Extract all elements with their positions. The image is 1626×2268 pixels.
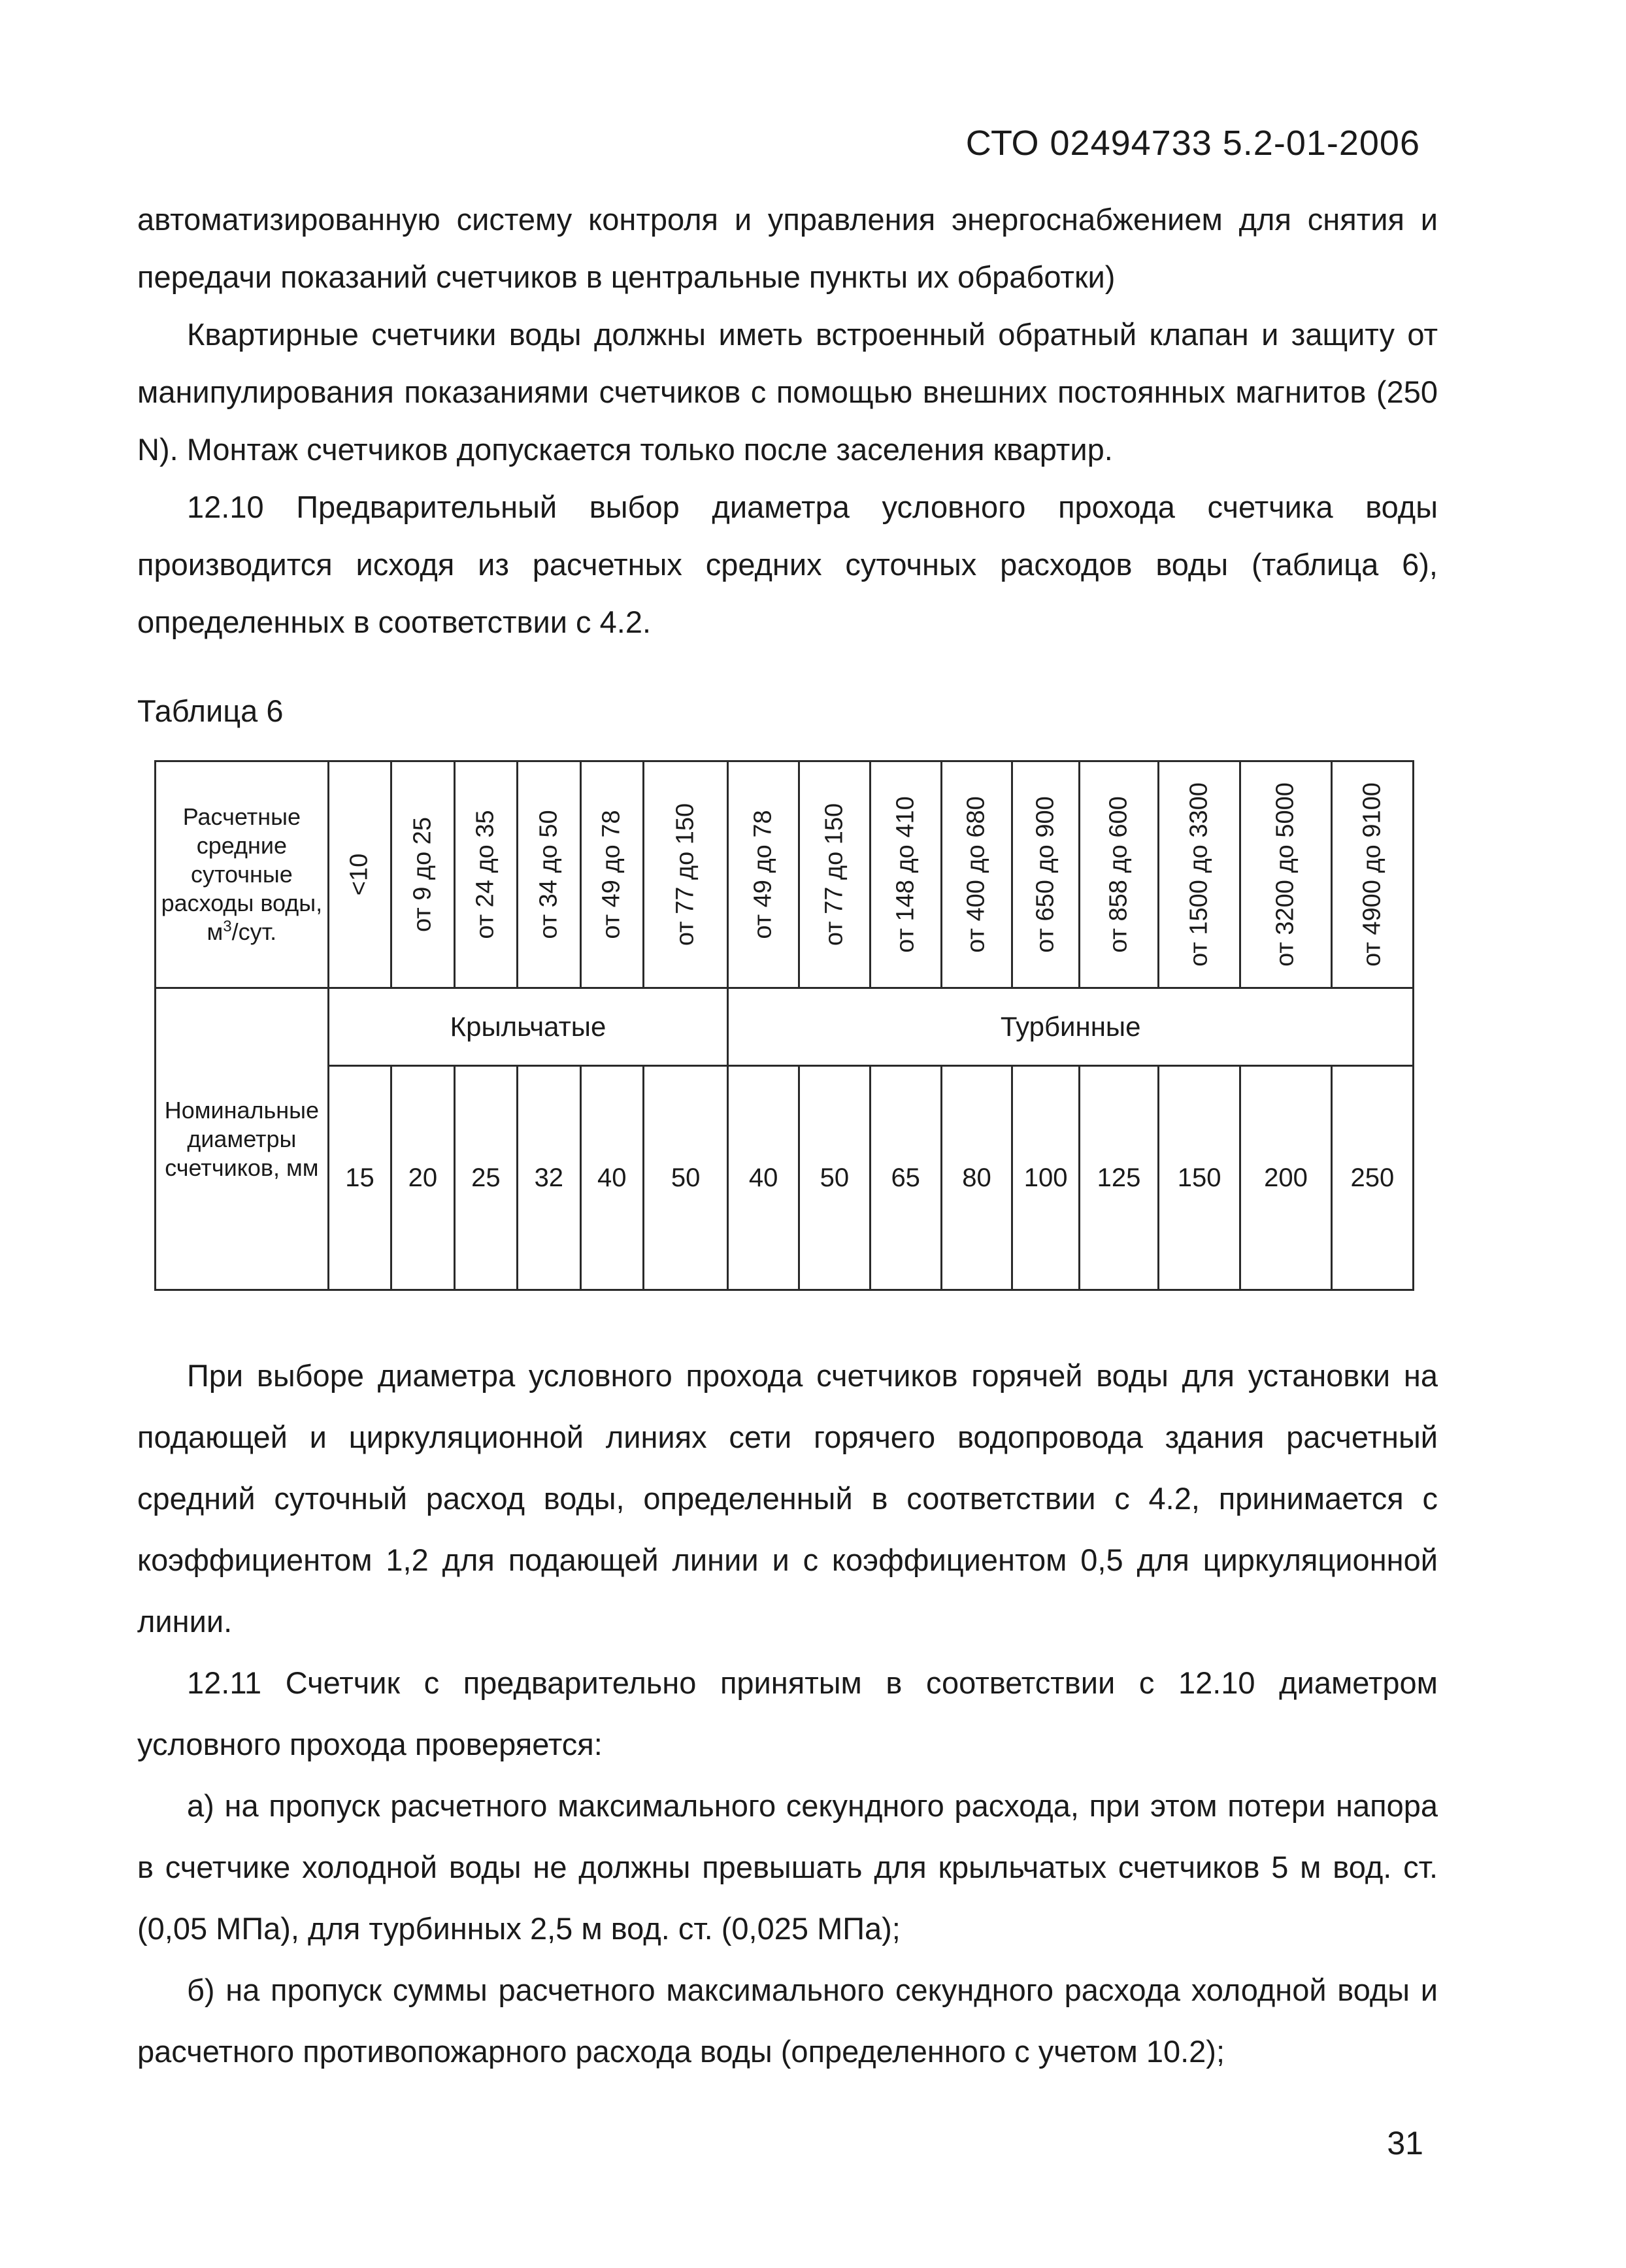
flow-label-cell [156, 761, 329, 988]
bottom-text-block [137, 1345, 1438, 2082]
diameter-value: 125 [1079, 1066, 1158, 1290]
diameter-value: 32 [518, 1066, 580, 1290]
table-row-groups [156, 988, 1414, 1066]
range-value: от 49 до 78 [597, 810, 625, 939]
range-value: от 77 до 150 [820, 803, 848, 946]
paragraph-item-a: а) на пропуск расчетного максимального секундного расхода, при этом потери напора в счетчике холодной воды не должны превышать для крыльчатых счетчиков 5 м вод. ст. (0,05 МПа), для турбинных 2,5 м вод. ст. (0,025 МПа); [137, 1788, 1438, 1946]
range-value: от 858 до 600 [1104, 796, 1133, 953]
paragraph-12-11: 12.11 Счетчик с предварительно принятым в соответствии с 12.10 диаметром условного прохода проверяется: [137, 1665, 1438, 1761]
diameter-value: 100 [1012, 1066, 1080, 1290]
range-cell [728, 761, 799, 988]
diameter-label: Номинальные диаметры счетчиков, мм [164, 1096, 320, 1181]
flow-label-tail: /сут. [231, 918, 277, 945]
range-cell [799, 761, 871, 988]
diameter-value: 80 [941, 1066, 1012, 1290]
paragraph-hot-water: При выборе диаметра условного прохода счетчиков горячей воды для установки на подающей и циркуляционной линиях сети горячего водопровода здания расчетный средний суточный расход воды, определенный в соответствии с 4.2, принимается с коэффициентом 1,2 для подающей линии и с коэффициентом 0,5 для циркуляционной линии. [137, 1358, 1438, 1639]
group-vane: Крыльчатые [328, 988, 728, 1066]
document-header: СТО 02494733 5.2-01-2006 [965, 124, 1420, 163]
diameter-value: 50 [644, 1066, 728, 1290]
range-value: от 24 до 35 [471, 810, 499, 939]
range-value: от 400 до 680 [962, 796, 990, 953]
diameter-value: 20 [391, 1066, 454, 1290]
range-cell [518, 761, 580, 988]
range-cell [941, 761, 1012, 988]
range-cell [1079, 761, 1158, 988]
range-cell [1240, 761, 1332, 988]
range-value: от 34 до 50 [535, 810, 563, 939]
table-6 [154, 760, 1414, 1291]
table-caption: Таблица 6 [137, 693, 284, 728]
range-cell [328, 761, 391, 988]
range-value: от 1500 до 3300 [1185, 782, 1213, 967]
paragraph-12-10: 12.10 Предварительный выбор диаметра условного прохода счетчика воды производится исходя из расчетных средних суточных расходов воды (таблица 6), определенных в соответствии с 4.2. [137, 490, 1438, 639]
range-value: от 4900 до 9100 [1358, 782, 1386, 967]
table-row-diameters [156, 1066, 1414, 1290]
diameter-value: 25 [454, 1066, 517, 1290]
diameter-value: 50 [799, 1066, 871, 1290]
flow-label: Расчетные средние суточные расходы воды, м [161, 803, 323, 945]
range-value: от 3200 до 5000 [1271, 782, 1299, 967]
range-cell [580, 761, 643, 988]
diameter-value: 200 [1240, 1066, 1332, 1290]
range-cell [870, 761, 941, 988]
paragraph-item-b: б) на пропуск суммы расчетного максимального секундного расхода холодной воды и расчетного противопожарного расхода воды (определенного с учетом 10.2); [137, 1973, 1438, 2069]
diameter-value: 15 [328, 1066, 391, 1290]
diameter-value: 250 [1331, 1066, 1413, 1290]
paragraph-apartment-meters: Квартирные счетчики воды должны иметь встроенный обратный клапан и защиту от манипулирования показаниями счетчиков с помощью внешних постоянных магнитов (250 N). Монтаж счетчиков допускается только после заселения квартир. [137, 317, 1438, 467]
range-cell [1331, 761, 1413, 988]
range-cell [454, 761, 517, 988]
diameter-label-cell [156, 988, 329, 1290]
paragraph-continuation: автоматизированную систему контроля и управления энергоснабжением для снятия и передачи показаний счетчиков в центральные пункты их обработки) [137, 202, 1438, 294]
page-number: 31 [1387, 2125, 1423, 2161]
range-value: <10 [345, 853, 373, 896]
range-value: от 9 до 25 [408, 816, 437, 933]
range-value: от 49 до 78 [749, 810, 777, 939]
range-cell [644, 761, 728, 988]
range-value: от 77 до 150 [671, 803, 699, 946]
diameter-value: 40 [580, 1066, 643, 1290]
range-value: от 148 до 410 [891, 796, 920, 953]
table-row-flows [156, 761, 1414, 988]
range-cell [1159, 761, 1240, 988]
flow-label-sup: 3 [223, 918, 232, 935]
top-text-block [137, 191, 1438, 651]
range-cell [391, 761, 454, 988]
range-cell [1012, 761, 1080, 988]
group-turbine: Турбинные [728, 988, 1414, 1066]
diameter-value: 65 [870, 1066, 941, 1290]
diameter-value: 150 [1159, 1066, 1240, 1290]
diameter-value: 40 [728, 1066, 799, 1290]
range-value: от 650 до 900 [1031, 796, 1059, 953]
